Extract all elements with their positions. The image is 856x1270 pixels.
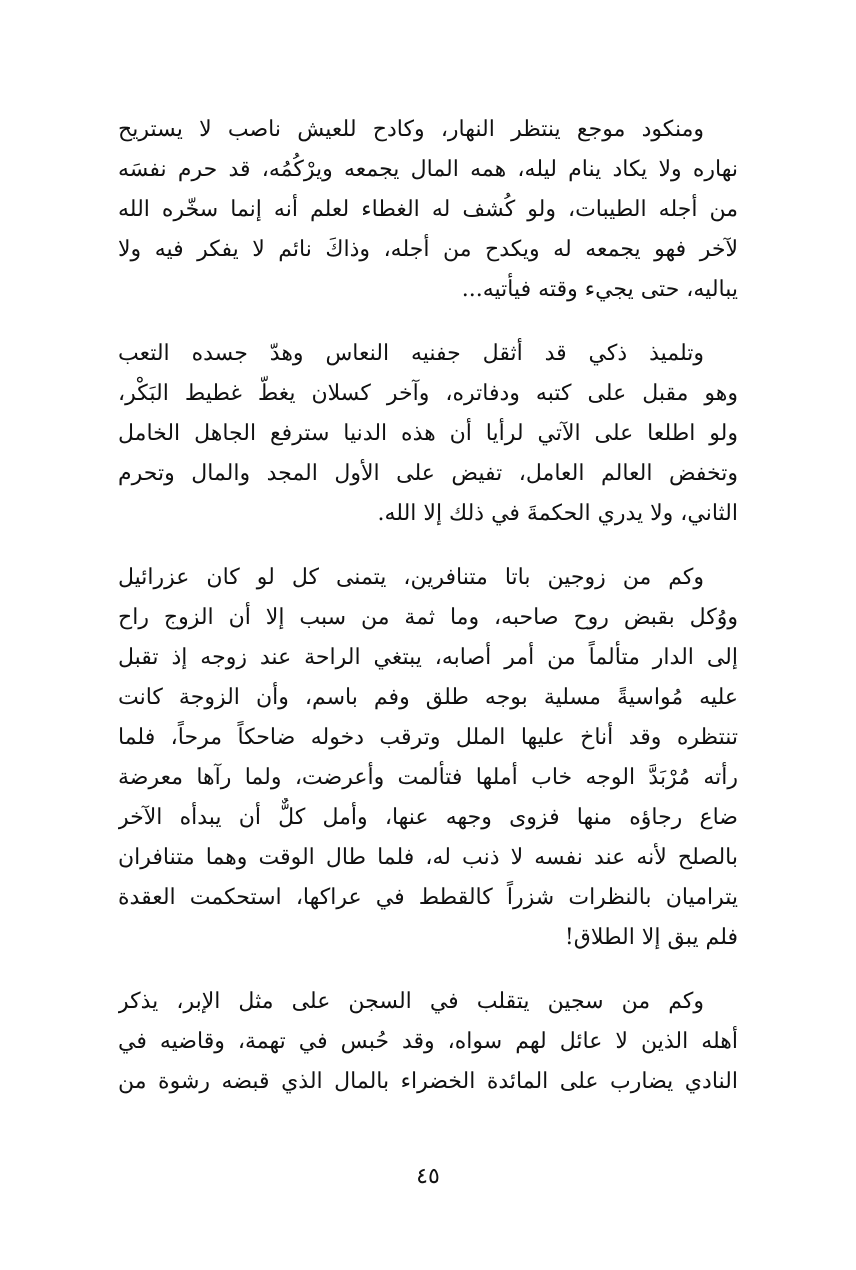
text-line: وتلميذ ذكي قد أثقل جفنيه النعاس وهدّ جسده التعب — [118, 341, 704, 366]
text-line: وهو مقبل على كتبه ودفاتره، وآخر كسلان يغطّ غطيط البَكْر، — [118, 381, 738, 406]
page-number: ٤٥ — [416, 1164, 440, 1189]
text-line: وكم من زوجين باتا متنافرين، يتمنى كل لو كان عزرائيل — [118, 565, 704, 590]
text-line: ومنكود موجع ينتظر النهار، وكادح للعيش ناصب لا يستريح — [118, 117, 704, 142]
text-line: رأته مُرْبَدَّ الوجه خاب أملها فتألمت وأعرضت، ولما رآها معرضة — [118, 765, 738, 790]
text-line: فلم يبق إلا الطلاق! — [564, 925, 738, 950]
text-line: الثاني، ولا يدري الحكمةَ في ذلك إلا الله. — [377, 501, 738, 526]
text-line: ضاع رجاؤه منها فزوى وجهه عنها، وأمل كلٌّ أن يبدأه الآخر — [118, 805, 738, 830]
text-line: النادي يضارب على المائدة الخضراء بالمال الذي قبضه رشوة من — [118, 1069, 738, 1094]
paragraph-3 — [118, 558, 738, 958]
body-text — [118, 110, 738, 1126]
text-line: وتخفض العالم العامل، تفيض على الأول المجد والمال وتحرم — [118, 461, 738, 486]
text-line: ولو اطلعا على الآتي لرأيا أن هذه الدنيا سترفع الجاهل الخامل — [118, 421, 738, 446]
text-line: عليه مُواسيةً مسلية بوجه طلق وفم باسم، وأن الزوجة كانت — [118, 685, 738, 710]
text-line: يتراميان بالنظرات شزراً كالقطط في عراكها، استحكمت العقدة — [118, 885, 738, 910]
paragraph-2 — [118, 334, 738, 534]
text-line: ووُكل بقبض روح صاحبه، وما ثمة من سبب إلا أن الزوج راح — [118, 605, 738, 630]
paragraph-4 — [118, 982, 738, 1102]
text-line: إلى الدار متألماً من أمر أصابه، يبتغي الراحة عند زوجه إذ تقبل — [118, 645, 738, 670]
text-line: من أجله الطيبات، ولو كُشف له الغطاء لعلم أنه إنما سخّره الله — [118, 197, 738, 222]
paragraph-1 — [118, 110, 738, 310]
text-line: بالصلح لأنه عند نفسه لا ذنب له، فلما طال الوقت وهما متنافران — [118, 845, 738, 870]
text-line: تنتظره وقد أناخ عليها الملل وترقب دخوله ضاحكاً مرحاً، فلما — [118, 725, 738, 750]
text-line: نهاره ولا يكاد ينام ليله، همه المال يجمعه ويرْكُمُه، قد حرم نفسَه — [118, 157, 738, 182]
text-line: يباليه، حتى يجيء وقته فيأتيه... — [461, 277, 738, 302]
text-line: لآخر فهو يجمعه له ويكدح من أجله، وذاكَ نائم لا يفكر فيه ولا — [118, 237, 738, 262]
text-line: أهله الذين لا عائل لهم سواه، وقد حُبس في تهمة، وقاضيه في — [118, 1029, 738, 1054]
text-line: وكم من سجين يتقلب في السجن على مثل الإبر، يذكر — [118, 989, 704, 1014]
